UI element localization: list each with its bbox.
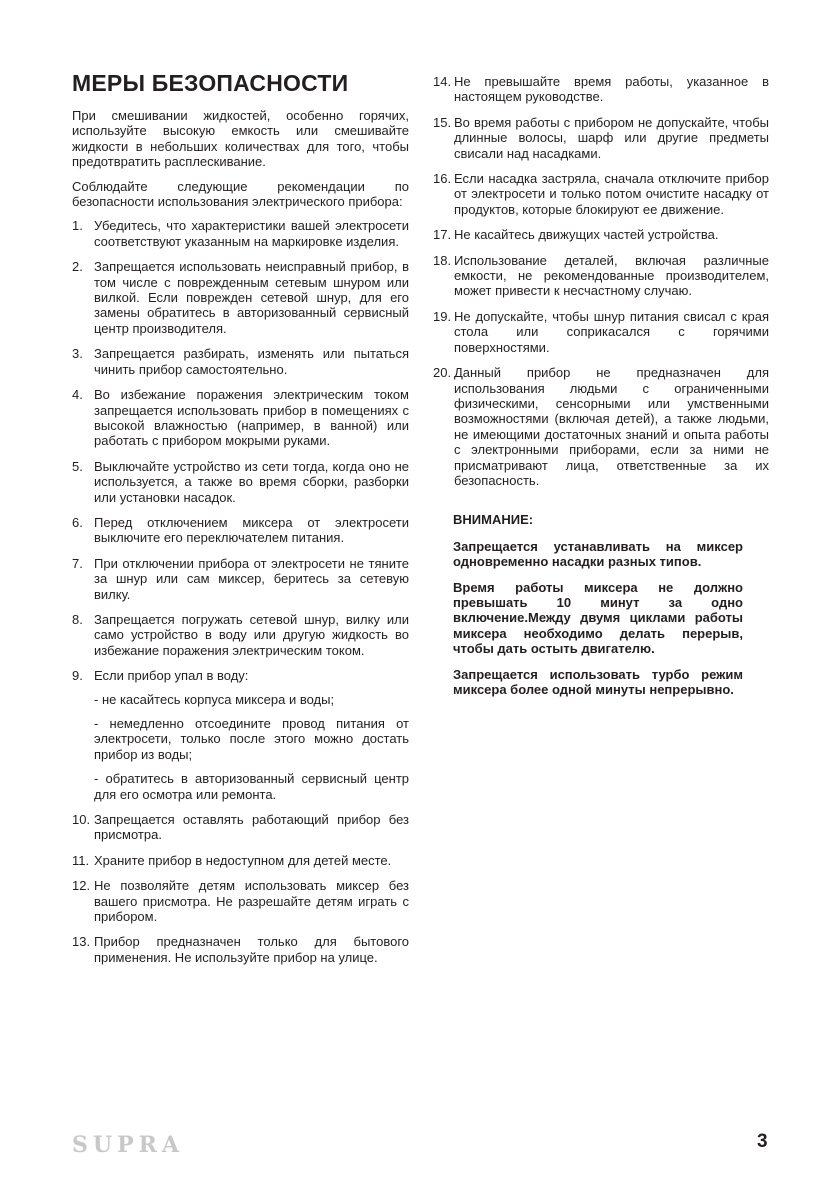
list-item: [72, 218, 409, 249]
item-text: Если насадка застряла, сначала отключите прибор от электросети и только потом очистите насадку от продуктов, которые блокируют ее движение.: [454, 171, 769, 217]
item-number: 6.: [72, 514, 83, 530]
item-number: 17.: [433, 227, 452, 243]
warning-heading: ВНИМАНИЕ:: [453, 512, 534, 528]
list-item: [72, 612, 409, 658]
right-column: [433, 74, 769, 707]
item-number: 15.: [433, 114, 452, 130]
item-text: Если прибор упал в воду:: [94, 668, 249, 684]
list-item: [433, 115, 769, 161]
warning-text: Запрещается использовать турбо режим миксера более одной минуты непрерывно.: [453, 666, 743, 697]
list-item: [433, 74, 769, 105]
item-text: Перед отключением миксера от электросети выключите его переключателем питания.: [94, 514, 409, 546]
item-number: 11.: [72, 852, 90, 868]
item-number: 1.: [72, 218, 83, 234]
item-text: Прибор предназначен только для бытового применения. Не используйте прибор на улице.: [94, 934, 409, 965]
item-text: Запрещается погружать сетевой шнур, вилку или само устройство в воду или другую жидкость во избежание поражения электрическим током.: [94, 611, 409, 658]
sub-item: - не касайтесь корпуса миксера и воды;: [94, 691, 335, 707]
left-column: [72, 70, 409, 975]
intro-paragraph: Соблюдайте следующие рекомендации по безопасности использования электрического прибора:: [72, 178, 409, 210]
item-number: 12.: [72, 878, 91, 894]
item-text: При отключении прибора от электросети не тяните за шнур или сам миксер, беритесь за сетевую вилку.: [94, 555, 409, 602]
item-text: Данный прибор не предназначен для использования людьми с ограниченными физическими, сенсорными или умственными возможностями (включая детей), а также людьми, не имеющими достаточных знаний и опыта работы с электронными приборами, если за ними не присматривают лица, ответственные за их безопасность.: [454, 365, 769, 488]
list-item: [433, 309, 769, 355]
item-number: 18.: [433, 252, 452, 268]
item-number: 3.: [72, 346, 83, 362]
warning-text: Время работы миксера не должно превышать 10 минут за одно включение.Между двумя циклами работы миксера необходимо делать перерыв, чтобы дать остыть двигателю.: [453, 579, 743, 657]
list-item: [72, 934, 409, 965]
item-text: Не позволяйте детям использовать миксер без вашего присмотра. Не разрешайте детям играть с прибором.: [94, 878, 409, 925]
item-text: Запрещается оставлять работающий прибор без присмотра.: [94, 812, 409, 843]
list-item: [433, 253, 769, 299]
safety-list-continued: [433, 74, 769, 488]
item-number: 2.: [72, 259, 83, 275]
item-number: 20.: [433, 365, 452, 381]
item-text: Выключайте устройство из сети тогда, когда оно не используется, а также во время сборки, разборки или установки насадок.: [94, 458, 409, 505]
warning-text: Запрещается устанавливать на миксер одновременно насадки разных типов.: [453, 538, 743, 570]
page-number: 3: [757, 1131, 768, 1152]
list-item: [72, 812, 409, 843]
sub-item: - немедленно отсоедините провод питания от электросети, только после этого можно достать прибор из воды;: [94, 716, 409, 762]
item-number: 5.: [72, 458, 83, 474]
item-text: Во избежание поражения электрическим током запрещается использовать прибор в помещениях с высокой влажностью (например, в ванной) или работать с прибором мокрыми руками.: [94, 387, 409, 449]
item-text: Не допускайте, чтобы шнур питания свисал с края стола или соприкасался с горячими поверхностями.: [454, 308, 769, 355]
list-item: [72, 853, 409, 868]
item-text: Запрещается разбирать, изменять или пытаться чинить прибор самостоятельно.: [94, 346, 409, 377]
list-item: [72, 668, 409, 802]
list-item: [72, 878, 409, 924]
item-text: Не касайтесь движущих частей устройства.: [454, 227, 719, 243]
list-item: [72, 459, 409, 505]
item-number: 8.: [72, 611, 83, 627]
list-item: [433, 365, 769, 488]
safety-list: [72, 218, 409, 965]
list-item: [72, 346, 409, 377]
list-item: [433, 227, 769, 242]
list-item: [72, 556, 409, 602]
list-item: [72, 387, 409, 449]
item-number: 14.: [433, 74, 452, 89]
item-number: 4.: [72, 387, 83, 403]
intro-paragraph: При смешивании жидкостей, особенно горячих, используйте высокую емкость или смешивайте жидкости в небольших количествах для того, чтобы предотвратить расплескивание.: [72, 108, 409, 170]
item-number: 16.: [433, 171, 452, 187]
item-text: Не превышайте время работы, указанное в настоящем руководстве.: [454, 74, 769, 105]
item-text: Во время работы с прибором не допускайте, чтобы длинные волосы, шарф или другие предметы свисали над насадками.: [454, 114, 769, 161]
item-text: Использование деталей, включая различные емкости, не рекомендованные производителем, может привести к несчастному случаю.: [454, 252, 769, 299]
page-title: МЕРЫ БЕЗОПАСНОСТИ: [72, 70, 349, 96]
item-text: Храните прибор в недоступном для детей месте.: [94, 852, 392, 868]
list-item: [72, 259, 409, 336]
item-text: Убедитесь, что характеристики вашей электросети соответствуют указанным на маркировке изделия.: [94, 218, 409, 249]
brand-logo: SUPRA: [72, 1132, 184, 1158]
sub-item: - обратитесь в авторизованный сервисный центр для его осмотра или ремонта.: [94, 771, 409, 802]
list-item: [433, 171, 769, 217]
sub-list: [94, 692, 409, 802]
list-item: [72, 515, 409, 546]
item-number: 19.: [433, 308, 452, 324]
item-text: Запрещается использовать неисправный прибор, в том числе с поврежденным сетевым шнуром или вилкой. Если поврежден сетевой шнур, для его замены обратитесь в авторизованный сервисный центр производителя.: [94, 259, 409, 336]
item-number: 9.: [72, 668, 83, 684]
item-number: 13.: [72, 934, 91, 950]
item-number: 7.: [72, 555, 83, 571]
item-number: 10.: [72, 812, 91, 828]
